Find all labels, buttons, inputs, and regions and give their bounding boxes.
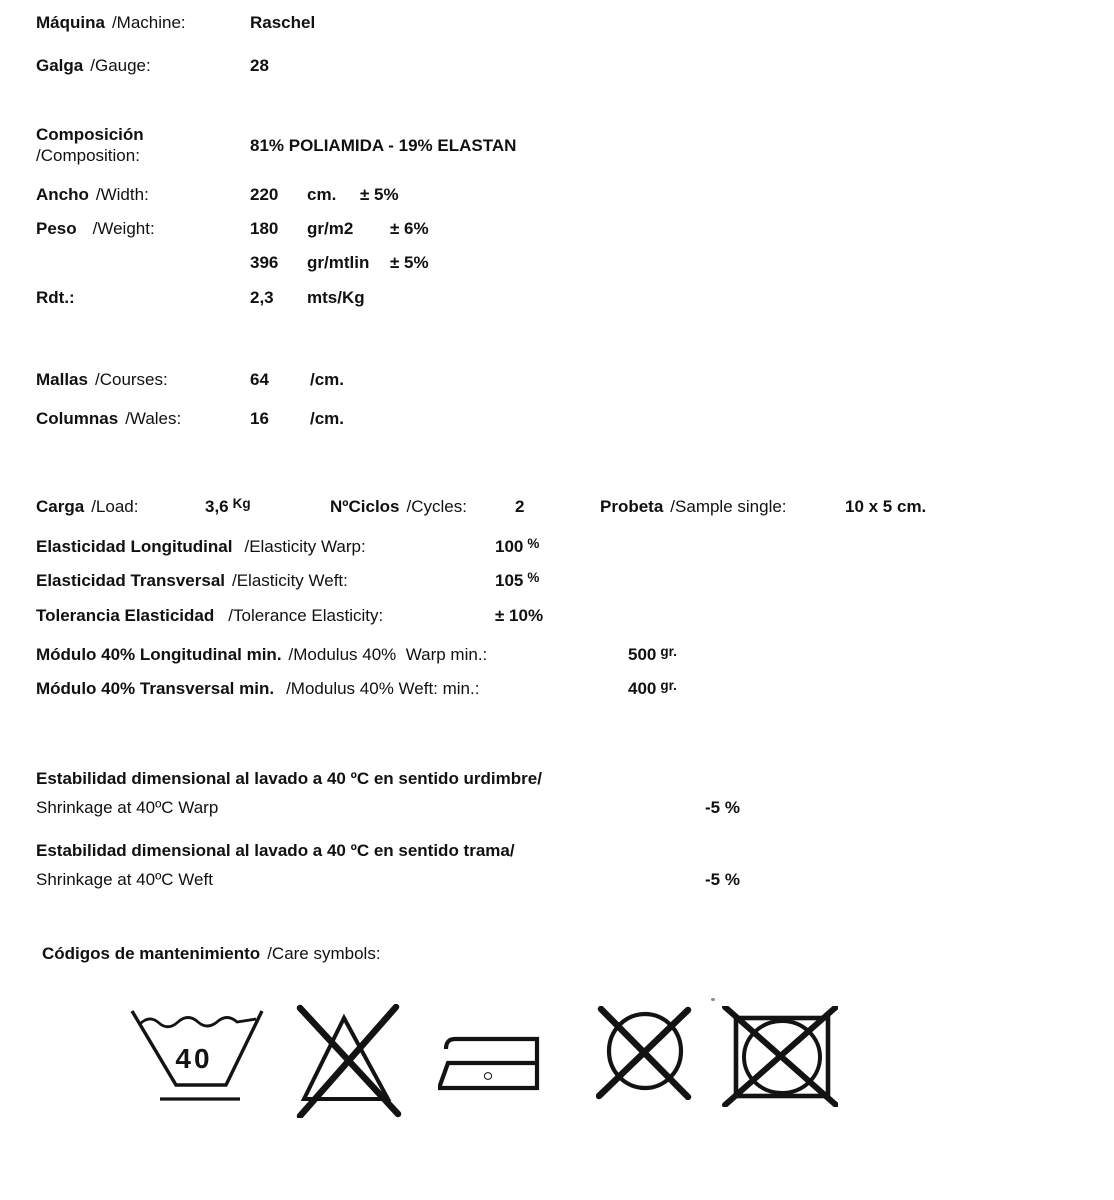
linear-weight-row [36, 252, 429, 273]
cycles-label [330, 496, 515, 517]
courses-value: 64 [250, 370, 269, 389]
courses-label-en: /Courses: [94, 370, 168, 389]
yield-unit: mts/Kg [307, 288, 365, 307]
gauge-value: 28 [250, 56, 269, 75]
composition-row [36, 124, 516, 166]
linear-weight-value: 396 [250, 253, 279, 272]
elasticity-warp-value: 100 [495, 537, 524, 556]
yield-row [36, 287, 365, 308]
elasticity-weft-row [36, 570, 539, 592]
shrinkage-warp-subtitle: Shrinkage at 40ºC Warp [36, 798, 219, 817]
do-not-tumble-dry-icon [722, 1006, 838, 1107]
shrinkage-warp-title: Estabilidad dimensional al lavado a 40 ºC en sentido urdimbre/ [36, 769, 542, 788]
modulus-warp-row [36, 644, 677, 666]
modulus-warp-label-es: Módulo 40% Longitudinal min. [36, 645, 282, 664]
machine-label-es: Máquina [36, 13, 105, 32]
shrinkage-weft-value: -5 % [705, 870, 740, 889]
sample-value: 10 x 5 cm. [845, 497, 927, 516]
scan-artifact-dot [711, 998, 715, 1001]
courses-label-es: Mallas [36, 370, 88, 389]
width-row [36, 184, 399, 205]
wash-temperature-label: 40 [175, 1043, 213, 1074]
composition-label-es: Composición [36, 125, 144, 144]
shrinkage-weft-subline [36, 869, 1076, 891]
elasticity-warp-label-en: /Elasticity Warp: [244, 537, 366, 556]
courses-unit: /cm. [310, 370, 345, 389]
modulus-warp-label-en: /Modulus 40% Warp min.: [288, 645, 488, 664]
modulus-warp-value: 500 [628, 645, 657, 664]
modulus-weft-label [36, 678, 628, 699]
sample-label-en: /Sample single: [670, 497, 787, 516]
do-not-dry-clean-icon [596, 1006, 692, 1100]
yield-value: 2,3 [250, 288, 274, 307]
modulus-weft-value: 400 [628, 679, 657, 698]
elasticity-weft-label-es: Elasticidad Transversal [36, 571, 225, 590]
wales-label-es: Columnas [36, 409, 119, 428]
elasticity-weft-value-group [495, 570, 539, 592]
care-heading-es: Códigos de mantenimiento [42, 944, 261, 963]
composition-label [36, 124, 250, 166]
modulus-weft-label-es: Módulo 40% Transversal min. [36, 679, 275, 698]
weight-label-en: /Weight: [92, 219, 155, 238]
modulus-weft-row [36, 678, 677, 700]
weight-value: 180 [250, 219, 279, 238]
composition-value: 81% POLIAMIDA - 19% ELASTAN [250, 136, 517, 155]
tolerance-elasticity-value: ± 10% [495, 606, 544, 625]
tolerance-elasticity-row [36, 605, 543, 626]
load-value-group [205, 496, 330, 518]
modulus-weft-value-group [628, 678, 677, 700]
elasticity-warp-row [36, 536, 539, 558]
cycles-label-en: /Cycles: [406, 497, 467, 516]
load-value: 3,6 [205, 497, 229, 516]
width-tolerance: ± 5% [360, 185, 399, 204]
wales-row [36, 408, 344, 429]
wales-value: 16 [250, 409, 269, 428]
shrinkage-weft-title: Estabilidad dimensional al lavado a 40 ºC en sentido trama/ [36, 841, 515, 860]
cycles-value: 2 [515, 497, 525, 516]
weight-label [36, 218, 250, 239]
shrinkage-warp-value: -5 % [705, 798, 740, 817]
width-label-es: Ancho [36, 185, 89, 204]
shrinkage-weft-block [36, 840, 1076, 891]
shrinkage-weft-subtitle: Shrinkage at 40ºC Weft [36, 870, 213, 889]
load-label-en: /Load: [91, 497, 139, 516]
machine-row [36, 12, 315, 33]
width-label [36, 184, 250, 205]
weight-row [36, 218, 429, 239]
load-unit: Kg [232, 496, 251, 511]
courses-row [36, 369, 344, 390]
elasticity-warp-unit: % [527, 536, 540, 551]
wash-40-mild-process-icon [128, 1008, 266, 1104]
tolerance-elasticity-label-es: Tolerancia Elasticidad [36, 606, 215, 625]
load-label [36, 496, 205, 517]
modulus-warp-value-group [628, 644, 677, 666]
sample-label [600, 496, 845, 517]
width-value: 220 [250, 185, 279, 204]
modulus-warp-unit: gr. [660, 644, 677, 659]
sample-label-es: Probeta [600, 497, 664, 516]
shrinkage-warp-subline [36, 797, 1076, 819]
load-cycles-sample-row [36, 496, 926, 518]
machine-label-en: /Machine: [111, 13, 186, 32]
linear-weight-unit: gr/mtlin [307, 253, 370, 272]
modulus-weft-unit: gr. [660, 678, 677, 693]
width-unit: cm. [307, 185, 337, 204]
gauge-label [36, 55, 250, 76]
linear-weight-tolerance: ± 5% [390, 253, 429, 272]
wales-label-en: /Wales: [125, 409, 182, 428]
width-label-en: /Width: [95, 185, 149, 204]
weight-label-es: Peso [36, 219, 77, 238]
courses-label [36, 369, 250, 390]
composition-label-en: /Composition: [36, 146, 140, 165]
elasticity-weft-label [36, 570, 495, 591]
elasticity-weft-label-en: /Elasticity Weft: [232, 571, 348, 590]
tolerance-elasticity-label-en: /Tolerance Elasticity: [228, 606, 384, 625]
elasticity-weft-unit: % [527, 570, 540, 585]
wales-unit: /cm. [310, 409, 345, 428]
shrinkage-warp-block [36, 768, 1076, 819]
elasticity-warp-value-group [495, 536, 539, 558]
weight-unit: gr/m2 [307, 219, 354, 238]
elasticity-warp-label [36, 536, 495, 557]
care-heading-en: /Care symbols: [267, 944, 381, 963]
modulus-warp-label [36, 644, 628, 665]
machine-value: Raschel [250, 13, 316, 32]
gauge-label-es: Galga [36, 56, 84, 75]
gauge-label-en: /Gauge: [90, 56, 151, 75]
machine-label [36, 12, 250, 33]
weight-tolerance: ± 6% [390, 219, 429, 238]
iron-low-temperature-one-dot-icon [438, 1036, 542, 1094]
load-label-es: Carga [36, 497, 85, 516]
yield-label [36, 287, 250, 308]
elasticity-weft-value: 105 [495, 571, 524, 590]
yield-label-es: Rdt.: [36, 288, 75, 307]
cycles-label-es: NºCiclos [330, 497, 400, 516]
elasticity-warp-label-es: Elasticidad Longitudinal [36, 537, 233, 556]
care-symbols-heading [42, 943, 381, 964]
do-not-bleach-icon [294, 1004, 402, 1118]
wales-label [36, 408, 250, 429]
gauge-row [36, 55, 269, 76]
modulus-weft-label-en: /Modulus 40% Weft: min.: [286, 679, 480, 698]
tolerance-elasticity-label [36, 605, 495, 626]
